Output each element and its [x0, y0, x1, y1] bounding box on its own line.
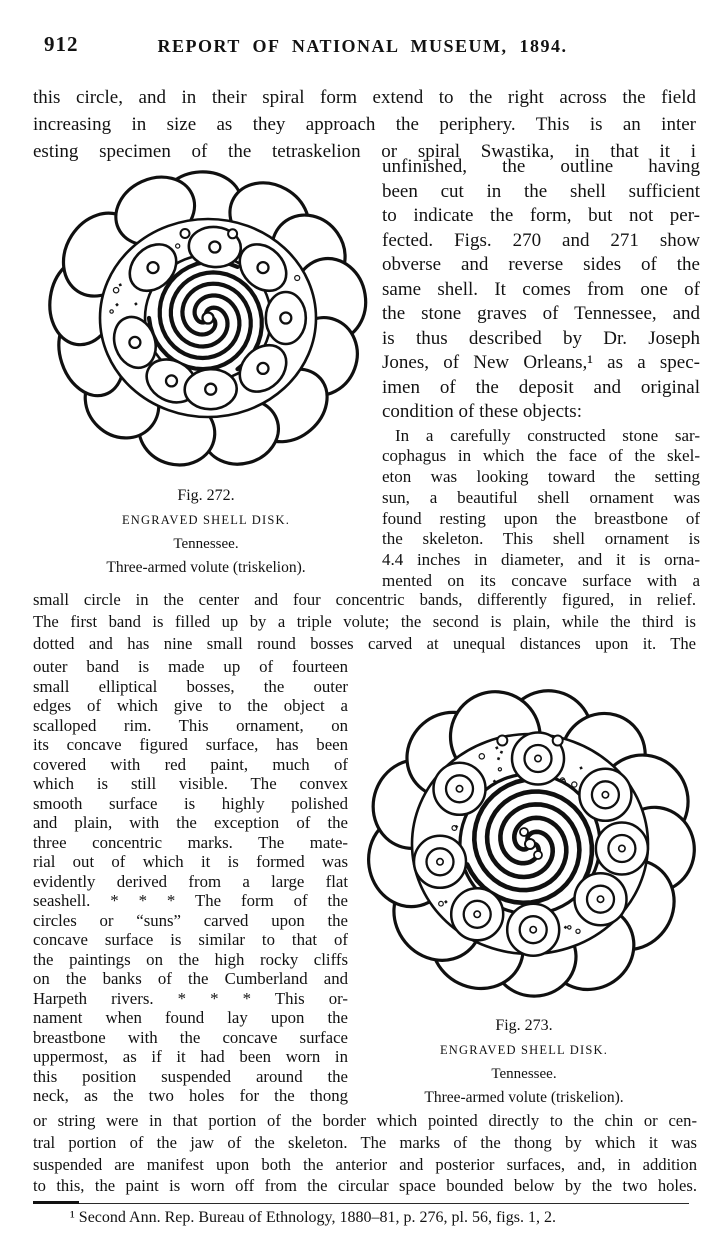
figure-272 — [38, 166, 374, 580]
text-line: the paintings on the high rocky cliffs — [33, 949, 348, 969]
text-line: increasing in size as they approach the periphery. This is an inter — [33, 114, 696, 135]
text-line: found resting upon the breastbone of — [382, 508, 700, 528]
block-quote — [382, 426, 700, 592]
page-number: 912 — [44, 32, 79, 56]
mid-paragraph — [33, 589, 696, 654]
text-line: condition of these objects: — [382, 401, 582, 422]
right-column-text — [382, 155, 700, 425]
footnote-rule — [33, 1203, 689, 1204]
caption-line: Fig. 272. — [177, 487, 235, 504]
text-line: is thus described by Dr. Joseph — [382, 327, 700, 349]
text-line: unfinished, the outline having — [382, 156, 700, 177]
text-line: the stone graves of Tennessee, and — [382, 303, 700, 324]
text-line: this circle, and in their spiral form extend to the right across the field — [33, 87, 696, 108]
text-line: same shell. It comes from one of — [382, 278, 700, 300]
text-line: small elliptical bosses, the outer — [33, 676, 348, 696]
text-line: concave surface is similar to that of — [33, 930, 348, 949]
text-line: three concentric marks. The mate- — [33, 832, 348, 852]
text-line: imen of the deposit and original — [382, 376, 700, 398]
text-line: seashell. * * * The form of the — [33, 891, 348, 910]
bottom-paragraph — [33, 1110, 697, 1197]
text-line: suspended are manifest upon both the anterior and posterior surfaces, and, in addition — [33, 1154, 697, 1174]
text-line: uppermost, as if it had been worn in — [33, 1047, 348, 1066]
text-line: The first band is filled up by a triple volute; the second is plain, while the third is — [33, 611, 696, 631]
text-line: neck, as the two holes for the thong — [33, 1086, 348, 1105]
footnote-rule-tick — [33, 1201, 79, 1204]
text-line: been cut in the shell sufficient — [382, 180, 700, 202]
text-line: scalloped rim. This ornament, on — [33, 715, 348, 735]
caption-line: Three-armed volute (triskelion). — [424, 1089, 624, 1106]
fig-273-caption — [346, 1014, 702, 1110]
intro-paragraph — [33, 84, 696, 165]
text-line: breastbone with the concave surface — [33, 1027, 348, 1047]
figure-273 — [346, 682, 702, 1110]
text-line: outer band is made up of fourteen — [33, 657, 348, 676]
text-line: 4.4 inches in diameter, and it is orna- — [382, 550, 700, 570]
running-head: REPORT OF NATIONAL MUSEUM, 1894. — [157, 36, 568, 56]
text-line: tral portion of the jaw of the skeleton. The marks of the thong by which it was — [33, 1132, 697, 1152]
left-column-text — [33, 657, 348, 1106]
text-line: eton was looking toward the setting — [382, 467, 700, 487]
text-line: In a carefully constructed stone sar- — [395, 425, 700, 445]
caption-line: Tennessee. — [491, 1066, 557, 1082]
text-line: or string were in that portion of the border which pointed directly to the chin or cen- — [33, 1111, 697, 1130]
text-line: to indicate the form, but not per- — [382, 205, 700, 226]
text-line: circles or “suns” carved upon the — [33, 910, 348, 930]
caption-line: Tennessee. — [173, 536, 239, 552]
text-line: which is still visible. The convex — [33, 774, 348, 793]
fig-273-illustration — [346, 682, 702, 1008]
text-line: on the banks of the Cumberland and — [33, 969, 348, 988]
text-line: cophagus in which the face of the skel- — [382, 446, 700, 466]
text-line: sun, a beautiful shell ornament was — [382, 487, 700, 507]
text-line: esting specimen of the tetraskelion or spiral Swastika, in that it i — [33, 141, 696, 162]
right-column — [382, 155, 700, 592]
text-line: this position suspended around the — [33, 1066, 348, 1086]
text-line: and plain, with the exception of the — [33, 813, 348, 832]
footnote: ¹ Second Ann. Rep. Bureau of Ethnology, 1880–81, p. 276, pl. 56, figs. 1, 2. — [70, 1209, 556, 1226]
text-line: small circle in the center and four concentric bands, differently figured, in relief. — [33, 590, 696, 609]
text-line: its concave figured surface, has been — [33, 735, 348, 754]
text-line: evidently derived from a large flat — [33, 871, 348, 891]
caption-line: ENGRAVED SHELL DISK. — [121, 513, 291, 527]
caption-line: Fig. 273. — [495, 1017, 553, 1034]
text-line: the skeleton. This shell ornament is — [382, 529, 700, 549]
text-line: dotted and has nine small round bosses carved at unequal distances upon it. The — [33, 633, 696, 653]
text-line: edges of which give to the object a — [33, 696, 348, 715]
text-line: nament when found lay upon the — [33, 1008, 348, 1027]
text-line: fected. Figs. 270 and 271 show — [382, 229, 700, 251]
text-line: to this, the paint is worn off from the circular space bounded below by the two holes. — [33, 1176, 697, 1196]
text-line: smooth surface is highly polished — [33, 793, 348, 813]
text-line: obverse and reverse sides of the — [382, 254, 700, 275]
text-line: mented on its concave surface with a — [382, 571, 700, 591]
text-line: Harpeth rivers. * * * This or- — [33, 988, 348, 1008]
text-line: rial out of which it is formed was — [33, 852, 348, 871]
caption-line: ENGRAVED SHELL DISK. — [439, 1043, 609, 1057]
fig-272-caption — [38, 484, 374, 580]
text-line: Jones, of New Orleans,¹ as a spec- — [382, 352, 700, 373]
text-line: covered with red paint, much of — [33, 754, 348, 774]
caption-line: Three-armed volute (triskelion). — [106, 559, 306, 576]
fig-272-illustration — [38, 166, 374, 478]
